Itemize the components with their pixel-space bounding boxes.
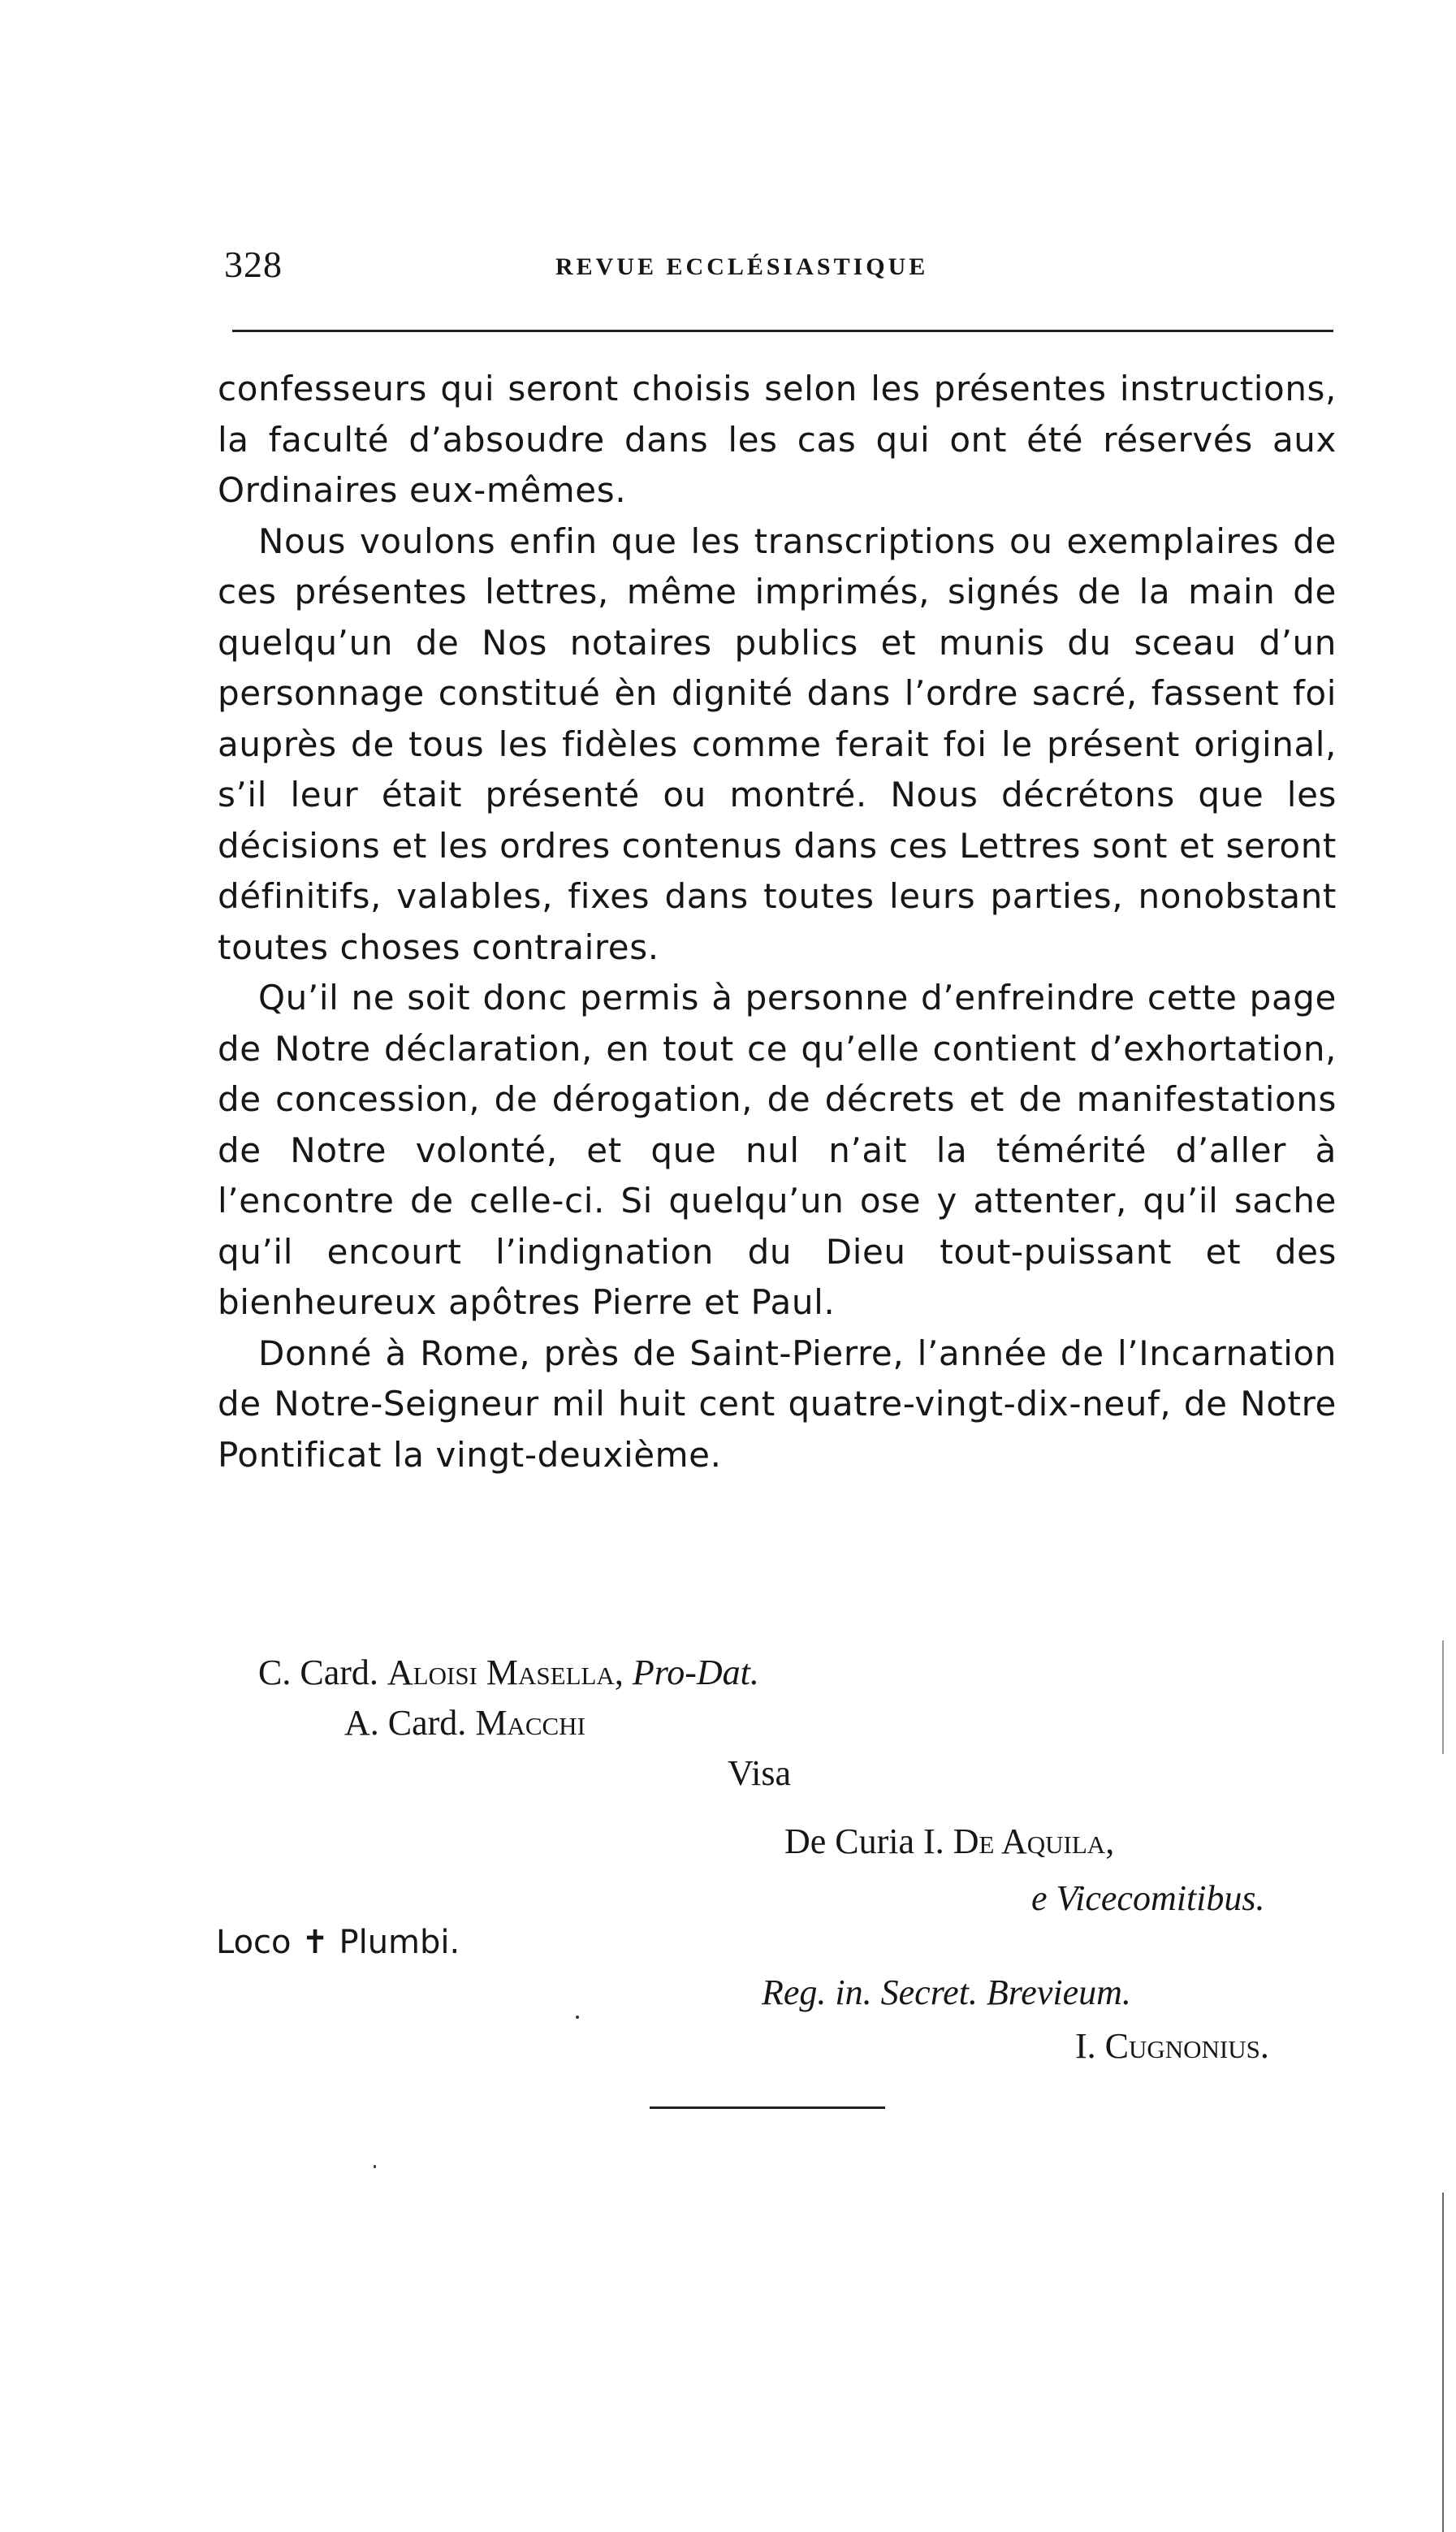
signature-macchi-prefix: A. Card. bbox=[344, 1703, 467, 1743]
bottom-rule bbox=[650, 2106, 885, 2109]
paper-speck bbox=[374, 2165, 376, 2168]
margin-line bbox=[1442, 1640, 1444, 1754]
signature-cugnonius: I. Cugnonius. bbox=[1075, 2026, 1269, 2066]
signature-macchi bbox=[344, 1699, 585, 1748]
running-head: REVUE ECCLÉSIASTIQUE bbox=[555, 253, 929, 280]
signature-masella-prefix: C. Card. bbox=[258, 1653, 378, 1692]
signature-de-curia-prefix: De Curia I. bbox=[784, 1821, 944, 1861]
page-number: 328 bbox=[224, 244, 283, 285]
registration-line: Reg. in. Secret. Brevieum. bbox=[762, 1972, 1131, 2012]
paragraph-3: Qu’il ne soit donc permis à personne d’enfreindre cette page de Notre déclaration, en tout ce qu’elle contient d’exhortation, de concession, de dérogation, de décrets et de manifestations de Notre volonté, et que nul n’ait la témérité d’aller à l’encontre de celle-ci. Si quelqu’un ose y attenter, qu’il sache qu’il encourt l’indignation du Dieu tout-puissant et des bienheureux apôtres Pierre et Paul. bbox=[218, 978, 1337, 1322]
loco-plumbi: Loco ✝ Plumbi. bbox=[216, 1924, 460, 1961]
signature-masella: C. Card. Aloisi Masella, Pro-Dat. bbox=[258, 1653, 759, 1692]
signature-de-curia-suffix: e Vicecomitibus. bbox=[1031, 1878, 1265, 1918]
visa-label: Visa bbox=[728, 1753, 792, 1793]
page-header bbox=[224, 240, 1337, 289]
signature-de-curia-name: De Aquila bbox=[953, 1821, 1106, 1861]
signature-masella-title: Pro-Dat. bbox=[632, 1653, 759, 1692]
paragraph-1: confesseurs qui seront choisis selon les présentes instructions, la faculté d’absoudre dans les cas qui ont été réservés aux Ordinaires eux-mêmes. bbox=[218, 369, 1337, 510]
signature-masella-name: Aloisi Masella bbox=[387, 1653, 615, 1692]
header-rule bbox=[232, 330, 1333, 332]
paragraph-2: Nous voulons enfin que les transcriptions ou exemplaires de ces présentes lettres, même imprimés, signés de la main de quelqu’un de Nos notaires publics et munis du sceau d’un personnage constitué èn dignité dans l’ordre sacré, fassent foi auprès de tous les fidèles comme ferait foi le présent original, s’il leur était présenté ou montré. Nous décrétons que les décisions et les ordres contenus dans ces Lettres sont et seront définitifs, valables, fixes dans toutes leurs parties, nonobstant toutes choses contraires. bbox=[218, 521, 1337, 967]
signature-de-curia: De Curia I. De Aquila, bbox=[784, 1821, 1115, 1861]
signature-macchi-name: Macchi bbox=[475, 1703, 585, 1743]
body-text bbox=[218, 364, 1337, 1480]
margin-line bbox=[1442, 2193, 1444, 2532]
paragraph-4: Donné à Rome, près de Saint-Pierre, l’année de l’Incarnation de Notre-Seigneur mil huit cent quatre-vingt-dix-neuf, de Notre Pontificat la vingt-deuxième. bbox=[218, 1333, 1337, 1475]
paper-speck bbox=[576, 2016, 579, 2019]
